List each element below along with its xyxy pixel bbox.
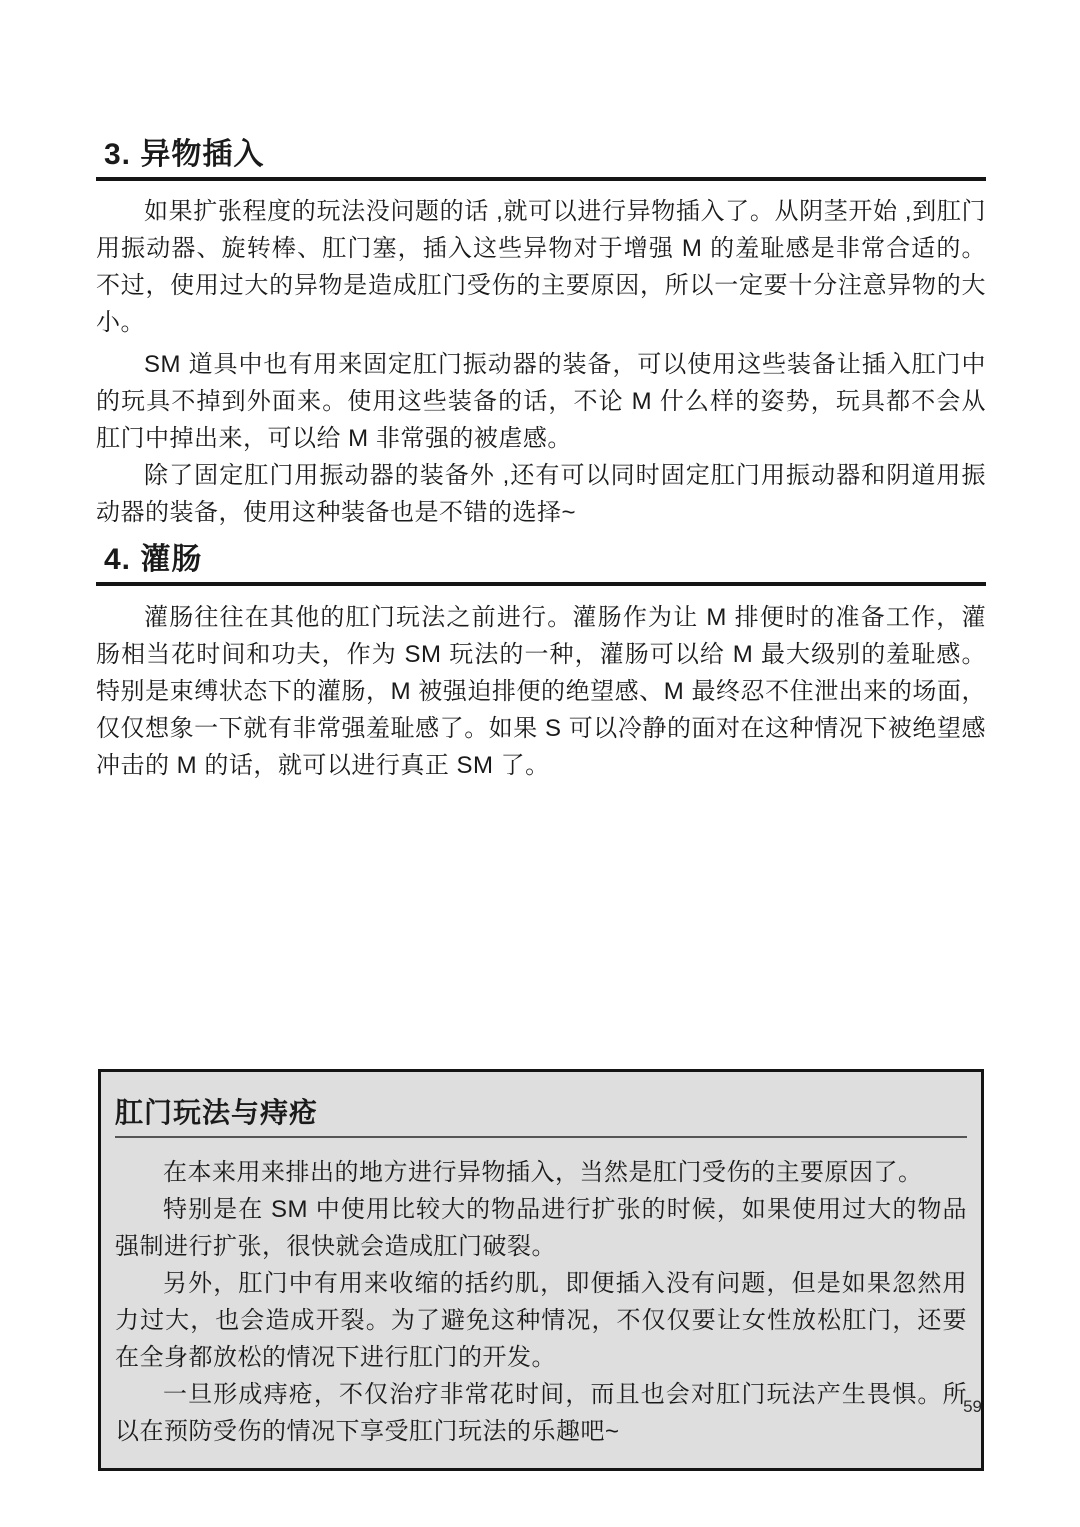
callout-box	[98, 1069, 984, 1471]
callout-paragraph-1: 在本来用来排出的地方进行异物插入，当然是肛门受伤的主要原因了。	[163, 1159, 923, 1186]
section-3-heading: 3. 异物插入	[96, 136, 986, 181]
section-4-paragraph-1: 灌肠往往在其他的肛门玩法之前进行。灌肠作为让 M 排便时的准备工作，灌肠相当花时间和功夫，作为 SM 玩法的一种，灌肠可以给 M 最大级别的羞耻感。特别是束缚状态下的灌肠，M 被强迫排便的绝望感、M 最终忍不住泄出来的场面，仅仅想象一下就有非常强羞耻感了。如果 S 可以冷静的面对在这种情况下被绝望感冲击的 M 的话，就可以进行真正 SM 了。	[96, 604, 986, 779]
callout-title: 肛门玩法与痔疮	[115, 1096, 967, 1138]
section-4	[96, 541, 986, 784]
section-4-heading: 4. 灌肠	[96, 541, 986, 586]
section-3-paragraph-2: SM 道具中也有用来固定肛门振动器的装备，可以使用这些装备让插入肛门中的玩具不掉到外面来。使用这些装备的话，不论 M 什么样的姿势，玩具都不会从肛门中掉出来，可以给 M 非常强的被虐感。	[96, 351, 986, 452]
page-content	[96, 0, 986, 1471]
section-3-paragraph-3: 除了固定肛门用振动器的装备外 ,还有可以同时固定肛门用振动器和阴道用振动器的装备，使用这种装备也是不错的选择~	[96, 462, 986, 526]
section-3-paragraph-1: 如果扩张程度的玩法没问题的话 ,就可以进行异物插入了。从阴茎开始 ,到肛门用振动器、旋转棒、肛门塞，插入这些异物对于增强 M 的羞耻感是非常合适的。不过，使用过大的异物是造成肛门受伤的主要原因，所以一定要十分注意异物的大小。	[96, 198, 986, 336]
section-3	[96, 136, 986, 531]
callout-paragraph-3: 另外，肛门中有用来收缩的括约肌，即便插入没有问题，但是如果忽然用力过大，也会造成开裂。为了避免这种情况，不仅仅要让女性放松肛门，还要在全身都放松的情况下进行肛门的开发。	[115, 1270, 967, 1371]
callout-paragraph-4: 一旦形成痔疮，不仅治疗非常花时间，而且也会对肛门玩法产生畏惧。所以在预防受伤的情况下享受肛门玩法的乐趣吧~	[115, 1381, 967, 1445]
callout-paragraph-2: 特别是在 SM 中使用比较大的物品进行扩张的时候，如果使用过大的物品强制进行扩张，很快就会造成肛门破裂。	[115, 1196, 967, 1260]
page-number: 59	[963, 1397, 982, 1416]
